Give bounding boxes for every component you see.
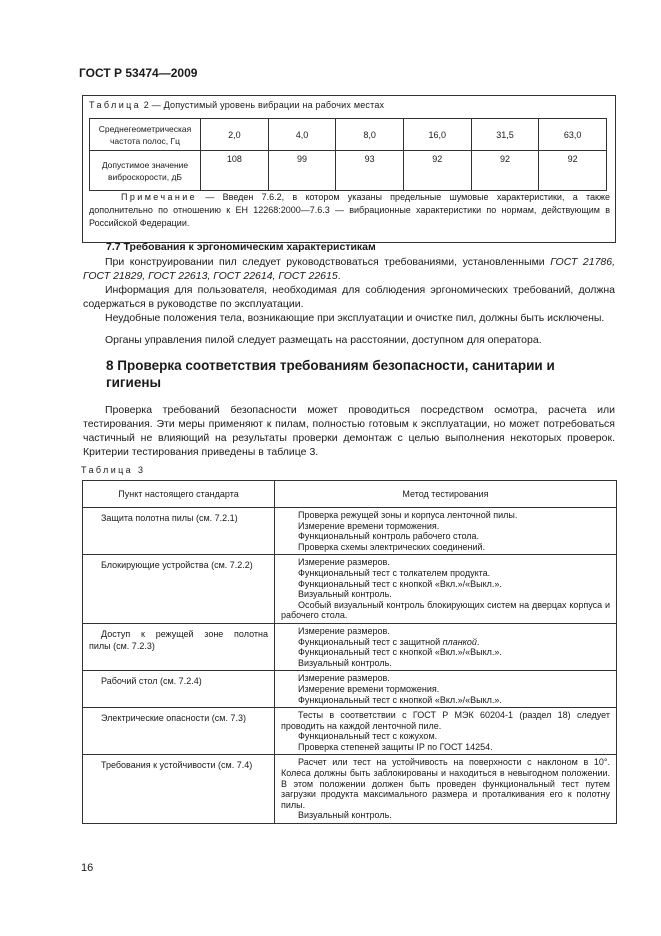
method-cell	[275, 755, 617, 824]
table-row	[83, 708, 617, 755]
table-cell: 63,0	[539, 119, 607, 151]
table-cell: 2,0	[201, 119, 269, 151]
method-line: Тесты в соответствии с ГОСТ Р МЭК 60204-1 (раздел 18) следует проводить на каждой ленточной пиле.	[281, 710, 610, 731]
table-cell: 93	[336, 151, 404, 191]
table-cell: 16,0	[403, 119, 471, 151]
clause-cell	[83, 755, 275, 824]
method-line-italic: планкой	[442, 636, 477, 647]
method-line: Особый визуальный контроль блокирующих систем на дверцах корпуса и рабочего стола.	[281, 599, 610, 621]
vibration-velocity-label: Допустимое значение виброскорости, дБ	[90, 151, 201, 191]
page-number: 16	[81, 862, 94, 874]
paragraph	[83, 311, 615, 325]
note-word: Примечание	[121, 192, 198, 202]
table-cell: 4,0	[268, 119, 336, 151]
table-2-caption-text: 2 — Допустимый уровень вибрации на рабочих местах	[141, 100, 385, 110]
method-cell	[275, 708, 617, 755]
method-cell	[275, 508, 617, 555]
table-cell: 92	[403, 151, 471, 191]
method-line: Проверка схемы электрических соединений.	[298, 541, 486, 552]
table-cell: 99	[268, 151, 336, 191]
method-cell	[275, 671, 617, 708]
method-cell	[275, 555, 617, 624]
paragraph-text: Проверка требований безопасности может проводиться посредством осмотра, расчета или тестирования. Эти меры применяют к пилам, полностью готовым к эксплуатации, но может потребоваться частичный не влияющий на результаты проверки демонтаж с целью выполнения некоторых проверок. Критерии тестирования приведены в таблице 3.	[83, 404, 615, 458]
method-line: Визуальный контроль.	[298, 657, 392, 668]
clause-text: Защита полотна пилы (см. 7.2.1)	[101, 513, 238, 523]
method-line: Функциональный тест с защитной планкой.	[298, 636, 480, 647]
table-row	[83, 671, 617, 708]
method-line: Визуальный контроль.	[298, 810, 392, 821]
method-line: Функциональный контроль рабочего стола.	[298, 531, 480, 542]
document-code: ГОСТ Р 53474—2009	[79, 66, 198, 80]
note-text: — Введен 7.6.2, в котором указаны предельные шумовые характеристики, а также дополнительно по отношению к ЕН 12268:2000—7.6.3 — вибрационные характеристики по нормам, действующим в Российской Федерации.	[89, 192, 610, 228]
method-line: Измерение размеров.	[298, 557, 390, 568]
clause-text: Электрические опасности (см. 7.3)	[101, 713, 246, 724]
method-line: Функциональный тест с кожухом.	[298, 731, 438, 742]
method-line-text: Функциональный тест с защитной	[298, 636, 443, 647]
table-cell: 108	[201, 151, 269, 191]
testing-methods-table	[82, 480, 617, 824]
paragraph-text: Информация для пользователя, необходимая для соблюдения эргономических требований, должна содержаться в руководстве по эксплуатации.	[83, 284, 615, 310]
table-2-caption	[89, 100, 384, 110]
clause-cell	[83, 555, 275, 624]
paragraph	[83, 333, 615, 347]
method-line: Расчет или тест на устойчивость на поверхности с наклоном в 10°. Колеса должны быть заблокированы и находиться в невыгодном положении. В этом положении должен быть проведен функциональный тест путем загрузки продукта максимального размера и проталкивания его к полотну пилы.	[281, 757, 610, 810]
clause-text: Блокирующие устройства (см. 7.2.2)	[101, 560, 253, 571]
method-line: Проверка режущей зоны и корпуса ленточной пилы.	[298, 510, 518, 520]
clause-text: пилы (см. 7.2.3)	[89, 640, 155, 651]
table-row	[83, 755, 617, 824]
paragraph-text: .	[337, 270, 341, 282]
table-3-caption: Таблица 3	[81, 465, 146, 475]
method-line: Визуальный контроль.	[298, 589, 392, 600]
method-cell	[275, 623, 617, 670]
paragraph	[83, 283, 615, 311]
method-line: Функциональный тест с кнопкой «Вкл.»/«Выкл.».	[298, 578, 502, 589]
table-2-caption-word: Таблица	[89, 100, 142, 110]
standards-reference: ГОСТ 21786, ГОСТ 21829, ГОСТ 22613, ГОСТ 22614, ГОСТ 22615	[83, 256, 615, 282]
table-cell: 31,5	[471, 119, 539, 151]
method-line: Функциональный тест с кнопкой «Вкл.»/«Выкл.».	[298, 694, 502, 705]
table-2-note	[89, 191, 610, 230]
table-row	[83, 623, 617, 670]
paragraph-text: При конструировании пил следует руководствоваться требованиями, установленными	[105, 256, 551, 268]
table-cell: 92	[539, 151, 607, 191]
clause-text: Требования к устойчивости (см. 7.4)	[101, 760, 253, 771]
frequency-label: Среднегеометрическая частота полос, Гц	[90, 119, 201, 151]
paragraph-text: Органы управления пилой следует размещать на расстоянии, доступном для оператора.	[105, 334, 542, 346]
section-8-heading: 8 Проверка соответствия требованиям безопасности, санитарии и гигиены	[106, 358, 555, 390]
method-line: Функциональный тест с кнопкой «Вкл.»/«Выкл.».	[298, 647, 502, 658]
clause-cell	[83, 671, 275, 708]
table-cell: 92	[471, 151, 539, 191]
paragraph	[83, 255, 615, 283]
vibration-table	[89, 118, 607, 191]
clause-cell	[83, 508, 275, 555]
paragraph	[83, 403, 615, 459]
method-line: Измерение размеров.	[298, 625, 390, 636]
method-line: Измерение времени торможения.	[298, 520, 440, 531]
clause-cell	[83, 623, 275, 670]
clause-cell	[83, 708, 275, 755]
paragraph-text: Неудобные положения тела, возникающие при эксплуатации и очистке пил, должны быть исключены.	[105, 312, 605, 324]
method-line: Проверка степеней защиты IP по ГОСТ 14254.	[298, 741, 493, 752]
method-line: Функциональный тест с толкателем продукта.	[298, 567, 491, 578]
method-line: Измерение размеров.	[298, 673, 390, 684]
clause-text: Доступ к режущей зоне полотна	[101, 628, 268, 639]
table-row	[83, 555, 617, 624]
method-line: Измерение времени торможения.	[298, 683, 440, 694]
column-header-clause: Пункт настоящего стандарта	[83, 481, 275, 508]
section-7-7-heading: 7.7 Требования к эргономическим характеристикам	[106, 241, 376, 253]
clause-text: Рабочий стол (см. 7.2.4)	[101, 676, 202, 687]
table-row	[83, 508, 617, 555]
table-row	[90, 151, 607, 191]
table-row	[90, 119, 607, 151]
table-header-row	[83, 481, 617, 508]
table-cell: 8,0	[336, 119, 404, 151]
column-header-method: Метод тестирования	[275, 481, 617, 508]
